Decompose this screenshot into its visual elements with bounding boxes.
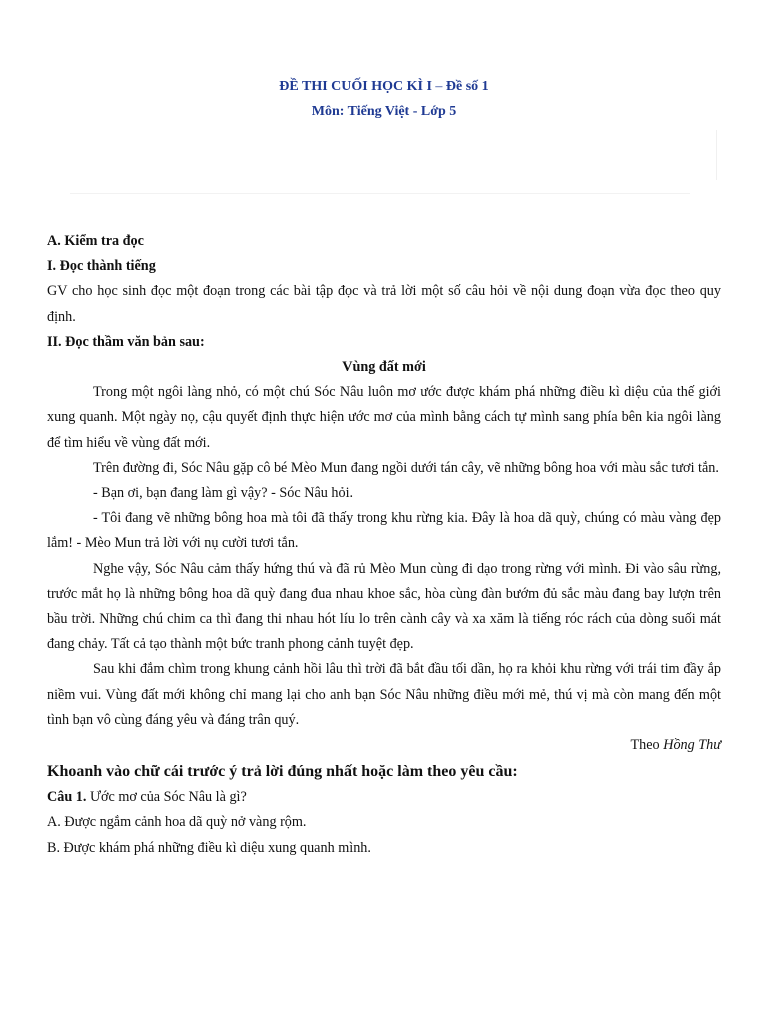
story-paragraph: Trong một ngôi làng nhỏ, có một chú Sóc Nâu luôn mơ ước được khám phá những điều kì diệu của thế giới xung quanh. Một ngày nọ, cậu quyết định thực hiện ước mơ của mình bằng cách tự mình sang phía bên kia ngôi làng để tìm hiểu về vùng đất mới.	[47, 384, 721, 451]
header-divider-vertical	[716, 130, 717, 180]
exam-title-number: Đề số 1	[445, 79, 489, 94]
question-1-text: Ước mơ của Sóc Nâu là gì?	[86, 789, 247, 806]
part1-heading: I. Đọc thành tiếng	[47, 258, 156, 275]
question-1-option-b: B. Được khám phá những điều kì diệu xung quanh mình.	[47, 839, 371, 856]
exam-title-main: ĐỀ THI CUỐI HỌC KÌ I	[279, 79, 432, 94]
document-body	[47, 229, 721, 861]
source-author: Hồng Thư	[663, 737, 721, 754]
story-paragraph: Nghe vậy, Sóc Nâu cảm thấy hứng thú và đã rủ Mèo Mun cùng đi dạo trong rừng với mình. Đi vào sâu rừng, trước mắt họ là những bông hoa dã quỳ đang đua nhau khoe sắc, hòa cùng đàn bướm đủ sắc màu đang bay lượn trên bầu trời. Những chú chim ca thì đang thi nhau hót líu lo trên cành cây và xa xăm là tiếng róc rách của dòng suối mát đang chảy. Tất cả tạo thành một bức tranh phong cảnh tuyệt đẹp.	[47, 560, 721, 653]
story-dialogue: - Bạn ơi, bạn đang làm gì vậy? - Sóc Nâu hỏi.	[93, 485, 354, 502]
story-dialogue: - Tôi đang vẽ những bông hoa mà tôi đã thấy trong khu rừng kia. Đây là hoa dã quỳ, chúng có màu vàng đẹp lắm! - Mèo Mun trả lời với nụ cười tươi tắn.	[47, 510, 721, 552]
exam-header	[0, 74, 768, 124]
section-a-heading: A. Kiểm tra đọc	[47, 233, 144, 249]
question-instructions: Khoanh vào chữ cái trước ý trả lời đúng nhất hoặc làm theo yêu cầu:	[47, 763, 518, 781]
exam-title-separator: –	[431, 79, 446, 94]
header-divider	[70, 193, 690, 194]
story-title: Vùng đất mới	[342, 359, 426, 376]
question-1	[47, 785, 721, 810]
story-source	[47, 733, 721, 758]
exam-subject: Môn: Tiếng Việt - Lớp 5	[311, 104, 457, 119]
exam-title	[0, 74, 768, 99]
source-prefix: Theo	[630, 737, 664, 754]
story-paragraph: Sau khi đắm chìm trong khung cảnh hồi lâu thì trời đã bắt đầu tối dần, họ ra khỏi khu rừng với trái tim đầy ắp niềm vui. Vùng đất mới không chỉ mang lại cho anh bạn Sóc Nâu những điều mới mẻ, thú vị mà còn mang đến một tình bạn vô cùng đáng yêu và đáng trân quý.	[47, 661, 721, 728]
question-1-option-a: A. Được ngắm cảnh hoa dã quỳ nở vàng rộm.	[47, 814, 307, 831]
part2-heading: II. Đọc thầm văn bản sau:	[47, 333, 205, 350]
story-paragraph: Trên đường đi, Sóc Nâu gặp cô bé Mèo Mun đang ngồi dưới tán cây, vẽ những bông hoa với màu sắc tươi tắn.	[93, 459, 719, 476]
part1-instructions: GV cho học sinh đọc một đoạn trong các bài tập đọc và trả lời một số câu hỏi về nội dung đoạn vừa đọc theo quy định.	[47, 283, 721, 325]
question-1-label: Câu 1.	[47, 789, 87, 806]
